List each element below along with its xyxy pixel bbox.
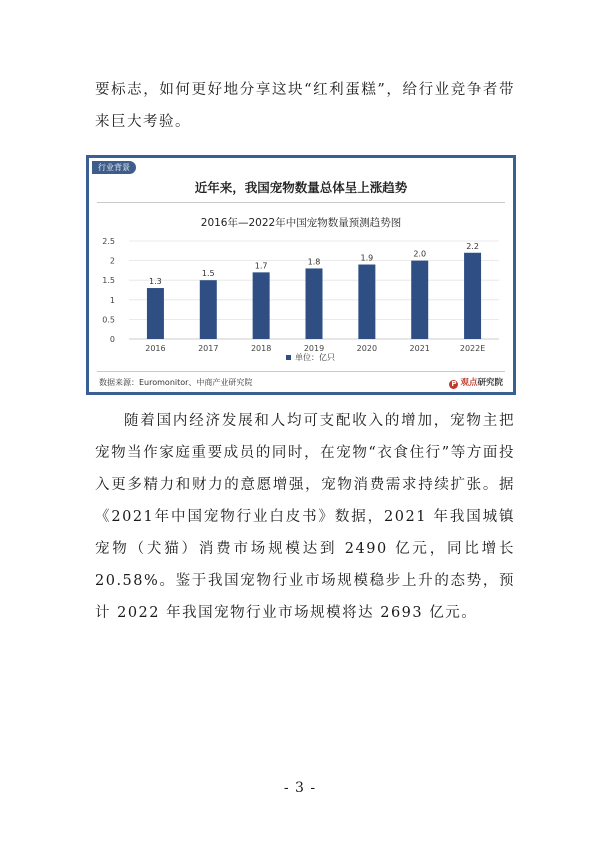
bar-value-label: 2.0 (413, 249, 427, 259)
x-tick-label: 2016 (145, 344, 166, 353)
figure-header: 近年来，我国宠物数量总体呈上涨趋势 (194, 180, 408, 195)
x-tick-label: 2020 (356, 344, 378, 353)
page-number: - 3 - (283, 780, 317, 796)
x-tick-label: 2018 (250, 344, 272, 353)
legend-label: 单位：亿只 (295, 353, 335, 362)
paragraph-2: 随着国内经济发展和人均可支配收入的增加，宠物主把宠物当作家庭重要成员的同时，在宠物“衣食住行”等方面投入更多精力和财力的意愿增强，宠物消费需求持续扩张。据《2021年中国宠物行业白皮书》数据，2021 年我国城镇宠物（犬猫）消费市场规模达到 2490 亿元，同比增长 20.58%。鉴于我国宠物行业市场规模稳步上升的态势，预计 2022 年我国宠物行业市场规模将达 2693 亿元。 (95, 413, 515, 621)
x-tick-label: 2022E (459, 344, 486, 353)
bar (200, 280, 217, 339)
chart-title: 2016年—2022年中国宠物数量预测趋势图 (200, 217, 402, 229)
bar (147, 288, 164, 339)
figure-source: 数据来源：Euromonitor、中商产业研究院 (99, 378, 253, 387)
y-tick-label: 0.5 (102, 315, 115, 325)
logo-text-red: 观点 (460, 378, 478, 388)
legend-swatch (286, 355, 291, 360)
y-tick-label: 2.5 (102, 237, 115, 246)
y-tick-label: 1.5 (102, 276, 115, 286)
x-tick-label: 2019 (303, 344, 325, 353)
bar (358, 265, 375, 339)
logo-text: 研究院 (477, 378, 503, 388)
bar-value-label: 1.3 (149, 277, 162, 287)
figure-divider-bottom (97, 371, 505, 372)
y-tick-label: 2 (109, 256, 115, 266)
bar-value-label: 1.7 (254, 261, 268, 271)
bar-value-label: 1.5 (201, 269, 215, 279)
chart-figure (86, 155, 516, 395)
x-tick-label: 2021 (409, 344, 430, 353)
bar-chart (89, 208, 513, 368)
paragraph-1: 要标志，如何更好地分享这块“红利蛋糕”，给行业竞争者带来巨大考验。 (95, 82, 515, 130)
logo-mark: P (451, 380, 457, 388)
y-tick-label: 1 (109, 295, 115, 305)
bar-value-label: 1.8 (307, 257, 321, 267)
x-tick-label: 2017 (198, 344, 219, 353)
bar (464, 253, 481, 339)
bar-value-label: 2.2 (466, 241, 479, 251)
bar-value-label: 1.9 (360, 253, 374, 263)
brand-logo (449, 376, 503, 389)
figure-divider-top (97, 202, 505, 203)
figure-tag: 行业背景 (92, 161, 136, 174)
bar (411, 261, 428, 339)
bar (306, 268, 323, 339)
bar (253, 272, 270, 339)
y-tick-label: 0 (109, 335, 115, 344)
